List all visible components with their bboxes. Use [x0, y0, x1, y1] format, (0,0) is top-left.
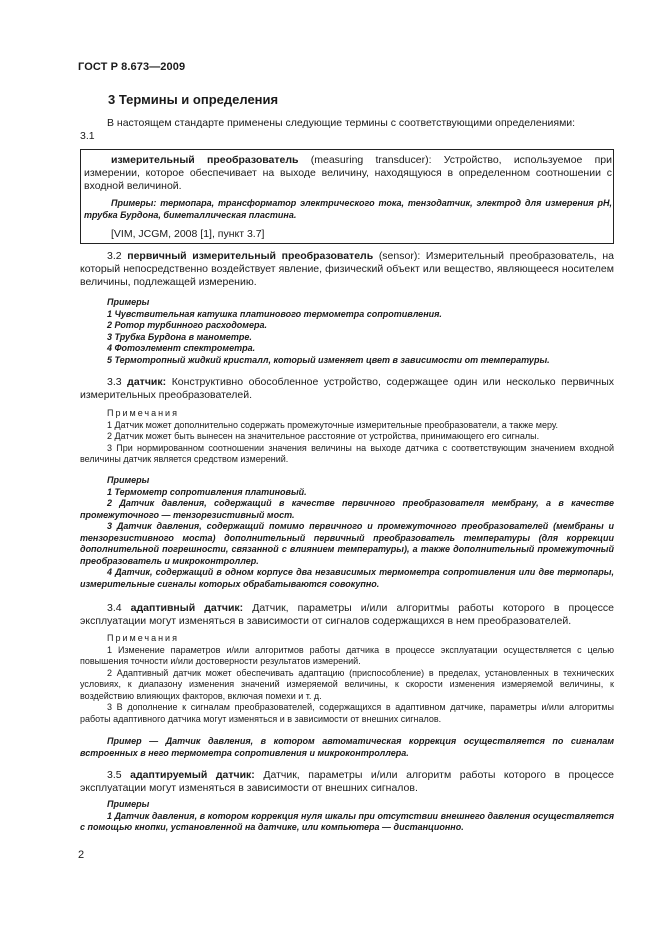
examples-3-5: Примеры 1 Датчик давления, в котором коррекция нуля шкалы при отсутствии внешнего давления осуществляется с помощью кнопки, установленной на датчике, или компьютера — дистанционно.: [80, 799, 614, 832]
intro-paragraph: В настоящем стандарте применены следующие термины с соответствующими определениями: 3.1: [80, 117, 576, 142]
page-number: 2: [78, 849, 85, 861]
notes-3-3: Примечания 1 Датчик может дополнительно содержать промежуточные измерительные преобразователи, а также меру. 2 Датчик может быть вынесен на значительное расстояние от устройства, принимающего его сигналы. 3 При нормированном соотношении значения величины на выходе датчика с соответствующим значением входной величины датчик является средством измерений.: [80, 408, 614, 464]
examples-3-1: Примеры: термопара, трансформатор электрического тока, тензодатчик, электрод для измерения pH, трубка Бурдона, биметаллическая пластина.: [84, 198, 612, 220]
definition-3-1: измерительный преобразователь (measuring transducer): Устройство, используемое при измерении, которое обеспечивает на выходе величину, находящуюся в определенном соотношении с входной величиной.: [84, 154, 613, 192]
section-title: 3 Термины и определения: [108, 92, 279, 107]
standard-designation: ГОСТ Р 8.673—2009: [78, 61, 186, 73]
term-number-3-1: 3.1: [80, 130, 95, 142]
definition-3-3: 3.3 датчик: Конструктивно обособленное устройство, содержащее один или несколько первичных измерительных преобразователей.: [80, 376, 614, 401]
definition-3-2: 3.2 первичный измерительный преобразователь (sensor): Измерительный преобразователь, на который непосредственно воздействует явление, физический объект или вещество, являющееся носителем величины, подлежащей измерению.: [80, 250, 614, 288]
examples-3-2: Примеры 1 Чувствительная катушка платинового термометра сопротивления. 2 Ротор турбинного расходомера. 3 Трубка Бурдона в манометре. 4 Фотоэлемент спектрометра. 5 Термотропный жидкий кристалл, который изменяет цвет в зависимости от температуры.: [107, 297, 550, 365]
notes-3-4: Примечания 1 Изменение параметров и/или алгоритмов работы датчика в процессе эксплуатации осуществляется с целью повышения точности и/или достоверности результатов измерений. 2 Адаптивный датчик может обеспечивать адаптацию (приспособление) в пределах, установленных в технических условиях, к диапазону изменения значений измеряемой величины, к скорости изменения измеряемой величины, к воздействию влияющих факторов, включая помехи и т. д. 3 В дополнение к сигналам преобразователей, содержащихся в адаптивном датчике, параметры и/или алгоритмы работы адаптивного датчика могут изменяться и в зависимости от внешних сигналов.: [80, 633, 614, 724]
example-3-4: Пример — Датчик давления, в котором автоматическая коррекция осуществляется по сигналам встроенных в него термометра сопротивления и микроконтроллера.: [80, 736, 614, 758]
definition-3-5: 3.5 адаптируемый датчик: Датчик, параметры и/или алгоритм работы которого в процессе эксплуатации могут изменяться в зависимости от внешних сигналов.: [80, 769, 614, 794]
definition-box-3-1: [80, 149, 614, 244]
definition-3-4: 3.4 адаптивный датчик: Датчик, параметры и/или алгоритмы работы которого в процессе эксплуатации могут изменяться в зависимости от сигналов содержащихся в нем преобразователей.: [80, 602, 614, 627]
reference-3-1: [VIM, JCGM, 2008 [1], пункт 3.7]: [111, 228, 265, 240]
examples-3-3: Примеры 1 Термометр сопротивления платиновый. 2 Датчик давления, содержащий в качестве первичного преобразователя мембрану, а в качестве промежуточного — тензорезистивный мост. 3 Датчик давления, содержащий помимо первичного и промежуточного преобразователей (мембраны и тензорезистивного моста) дополнительный первичный преобразователь температуры (для коррекции дополнительной погрешности, связанной с влиянием температуры), а также дополнительный промежуточный преобразователь и микроконтроллер. 4 Датчик, содержащий в одном корпусе два независимых термометра сопротивления или две термопары, измерительные сигналы которых обрабатываются совокупно.: [80, 475, 614, 589]
